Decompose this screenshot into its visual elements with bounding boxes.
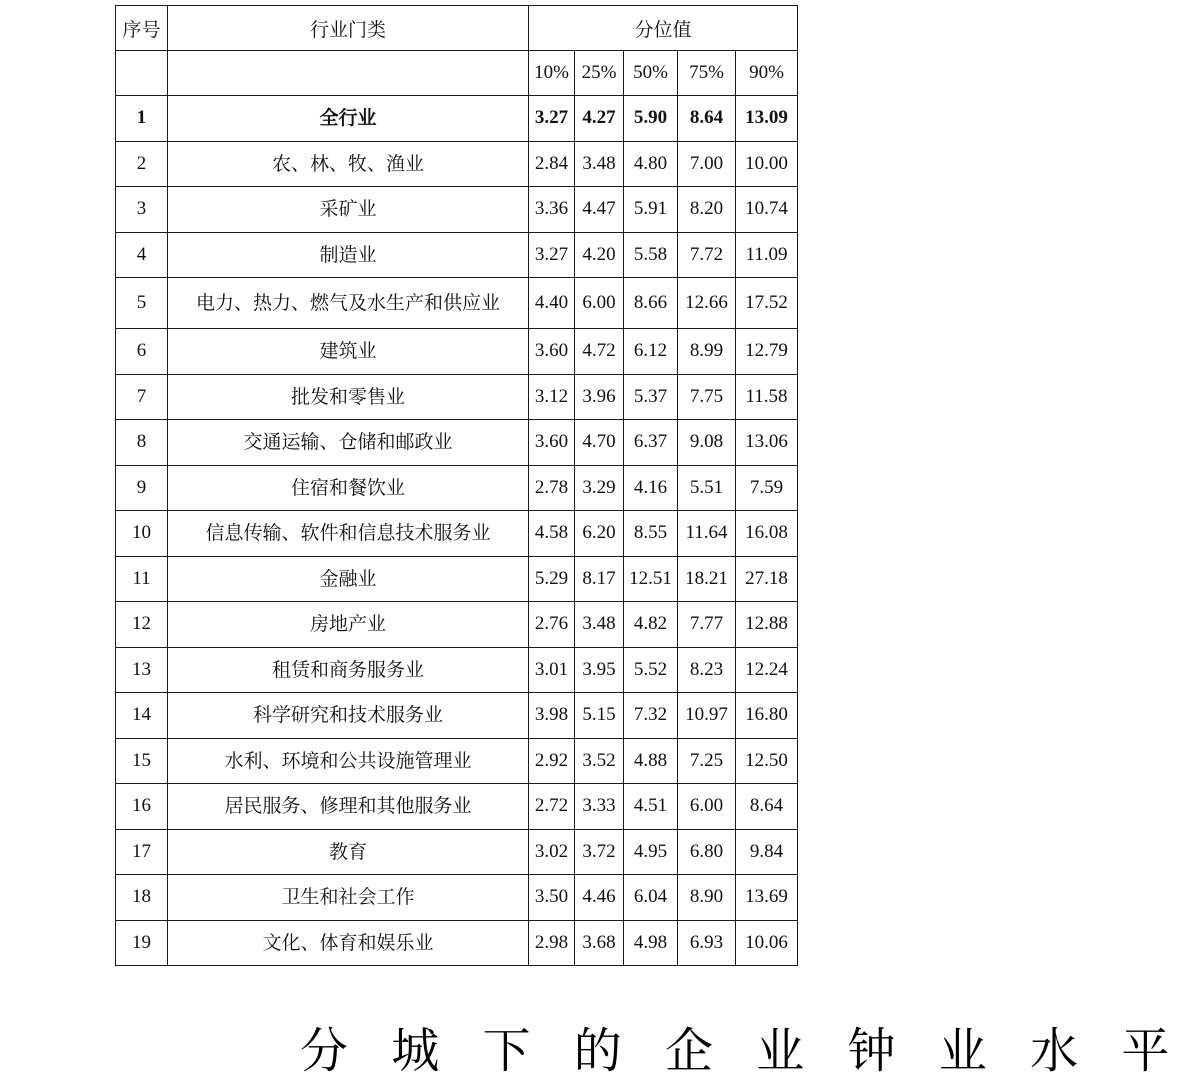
quantile-value: 9.08: [678, 420, 736, 466]
table-row: [116, 187, 798, 233]
row-number: 12: [116, 602, 168, 648]
quantile-value: 3.95: [575, 647, 624, 693]
quantile-value: 8.20: [678, 187, 736, 233]
quantile-value: 6.37: [624, 420, 678, 466]
quantile-value: 4.27: [575, 96, 624, 142]
quantile-value: 12.24: [736, 647, 798, 693]
quantile-value: 3.27: [529, 232, 575, 278]
quantile-value: 5.29: [529, 556, 575, 602]
row-number: 8: [116, 420, 168, 466]
row-number: 5: [116, 278, 168, 329]
quantile-value: 7.72: [678, 232, 736, 278]
quantile-value: 6.04: [624, 875, 678, 921]
industry-name: 住宿和餐饮业: [168, 465, 529, 511]
row-number: 17: [116, 829, 168, 875]
header-row: [116, 6, 798, 51]
quantile-value: 4.47: [575, 187, 624, 233]
quantile-value: 8.66: [624, 278, 678, 329]
quantile-value: 3.60: [529, 420, 575, 466]
quantile-value: 5.58: [624, 232, 678, 278]
row-number: 1: [116, 96, 168, 142]
quantile-value: 6.00: [678, 784, 736, 830]
row-number: 13: [116, 647, 168, 693]
quantile-value: 6.93: [678, 920, 736, 966]
quantile-value: 2.98: [529, 920, 575, 966]
quantile-value: 12.66: [678, 278, 736, 329]
table-row: [116, 465, 798, 511]
quantile-value: 3.29: [575, 465, 624, 511]
quantile-value: 4.88: [624, 738, 678, 784]
wage-quantile-table: [115, 5, 798, 966]
industry-name: 教育: [168, 829, 529, 875]
row-number: 10: [116, 511, 168, 557]
industry-name: 卫生和社会工作: [168, 875, 529, 921]
table-row: [116, 647, 798, 693]
row-number: 18: [116, 875, 168, 921]
quantile-value: 3.02: [529, 829, 575, 875]
percentile-25: 25%: [575, 51, 624, 96]
quantile-value: 11.09: [736, 232, 798, 278]
quantile-value: 5.51: [678, 465, 736, 511]
quantile-value: 8.23: [678, 647, 736, 693]
industry-name: 科学研究和技术服务业: [168, 693, 529, 739]
table-row: [116, 141, 798, 187]
quantile-value: 13.06: [736, 420, 798, 466]
row-number: 7: [116, 374, 168, 420]
quantile-value: 4.82: [624, 602, 678, 648]
percentile-10: 10%: [529, 51, 575, 96]
percentile-90: 90%: [736, 51, 798, 96]
industry-name: 水利、环境和公共设施管理业: [168, 738, 529, 784]
table-row: [116, 329, 798, 375]
quantile-value: 16.80: [736, 693, 798, 739]
table-row: [116, 602, 798, 648]
quantile-value: 5.91: [624, 187, 678, 233]
industry-name: 农、林、牧、渔业: [168, 141, 529, 187]
industry-name: 制造业: [168, 232, 529, 278]
industry-name: 采矿业: [168, 187, 529, 233]
table-row: [116, 829, 798, 875]
table-row: [116, 693, 798, 739]
quantile-value: 3.12: [529, 374, 575, 420]
industry-name: 批发和零售业: [168, 374, 529, 420]
quantile-value: 3.60: [529, 329, 575, 375]
quantile-value: 5.15: [575, 693, 624, 739]
cut-off-footer-text: 分 城 下 的 企 业 钟 业 水 平: [300, 1023, 1183, 1079]
quantile-value: 4.98: [624, 920, 678, 966]
quantile-value: 13.69: [736, 875, 798, 921]
quantile-value: 7.75: [678, 374, 736, 420]
quantile-value: 8.55: [624, 511, 678, 557]
quantile-value: 3.01: [529, 647, 575, 693]
quantile-value: 3.33: [575, 784, 624, 830]
industry-name: 居民服务、修理和其他服务业: [168, 784, 529, 830]
quantile-value: 8.90: [678, 875, 736, 921]
quantile-value: 4.58: [529, 511, 575, 557]
row-number: 2: [116, 141, 168, 187]
row-number: 14: [116, 693, 168, 739]
quantile-value: 5.52: [624, 647, 678, 693]
quantile-value: 3.98: [529, 693, 575, 739]
table-row: [116, 96, 798, 142]
industry-name: 房地产业: [168, 602, 529, 648]
quantile-value: 3.50: [529, 875, 575, 921]
percentile-row: [116, 51, 798, 96]
quantile-value: 18.21: [678, 556, 736, 602]
quantile-value: 4.70: [575, 420, 624, 466]
table-row: [116, 511, 798, 557]
row-number: 19: [116, 920, 168, 966]
quantile-value: 7.25: [678, 738, 736, 784]
table-row: [116, 556, 798, 602]
percentile-50: 50%: [624, 51, 678, 96]
quantile-value: 16.08: [736, 511, 798, 557]
quantile-value: 12.51: [624, 556, 678, 602]
table-row: [116, 232, 798, 278]
quantile-value: 3.72: [575, 829, 624, 875]
quantile-value: 7.77: [678, 602, 736, 648]
quantile-value: 10.74: [736, 187, 798, 233]
quantile-value: 4.51: [624, 784, 678, 830]
quantile-value: 13.09: [736, 96, 798, 142]
table-row: [116, 278, 798, 329]
quantile-value: 8.64: [736, 784, 798, 830]
table-row: [116, 920, 798, 966]
quantile-value: 2.76: [529, 602, 575, 648]
industry-name: 电力、热力、燃气及水生产和供应业: [168, 278, 529, 329]
quantile-value: 4.95: [624, 829, 678, 875]
quantile-value: 12.79: [736, 329, 798, 375]
table-row: [116, 738, 798, 784]
quantile-value: 27.18: [736, 556, 798, 602]
quantile-value: 17.52: [736, 278, 798, 329]
quantile-value: 2.72: [529, 784, 575, 830]
quantile-value: 4.72: [575, 329, 624, 375]
percentile-blank-no: [116, 51, 168, 96]
quantile-value: 12.88: [736, 602, 798, 648]
percentile-blank-industry: [168, 51, 529, 96]
quantile-value: 2.78: [529, 465, 575, 511]
quantile-value: 11.64: [678, 511, 736, 557]
quantile-value: 10.00: [736, 141, 798, 187]
quantile-value: 5.37: [624, 374, 678, 420]
industry-name: 文化、体育和娱乐业: [168, 920, 529, 966]
quantile-value: 7.32: [624, 693, 678, 739]
industry-name: 建筑业: [168, 329, 529, 375]
quantile-value: 8.17: [575, 556, 624, 602]
quantile-value: 3.52: [575, 738, 624, 784]
quantile-value: 6.20: [575, 511, 624, 557]
quantile-value: 8.99: [678, 329, 736, 375]
quantile-value: 3.48: [575, 141, 624, 187]
row-number: 11: [116, 556, 168, 602]
industry-name: 信息传输、软件和信息技术服务业: [168, 511, 529, 557]
quantile-value: 4.46: [575, 875, 624, 921]
row-number: 4: [116, 232, 168, 278]
quantile-value: 9.84: [736, 829, 798, 875]
quantile-value: 10.97: [678, 693, 736, 739]
quantile-value: 3.68: [575, 920, 624, 966]
quantile-value: 4.40: [529, 278, 575, 329]
quantile-value: 4.16: [624, 465, 678, 511]
quantile-value: 5.90: [624, 96, 678, 142]
quantile-value: 11.58: [736, 374, 798, 420]
quantile-value: 3.27: [529, 96, 575, 142]
table-row: [116, 374, 798, 420]
quantile-value: 8.64: [678, 96, 736, 142]
quantile-value: 6.80: [678, 829, 736, 875]
quantile-value: 4.20: [575, 232, 624, 278]
percentile-75: 75%: [678, 51, 736, 96]
quantile-value: 3.48: [575, 602, 624, 648]
quantile-value: 6.00: [575, 278, 624, 329]
quantile-value: 7.00: [678, 141, 736, 187]
header-quantile: 分位值: [529, 6, 798, 51]
industry-name: 全行业: [168, 96, 529, 142]
quantile-value: 7.59: [736, 465, 798, 511]
table-row: [116, 784, 798, 830]
quantile-value: 12.50: [736, 738, 798, 784]
quantile-value: 4.80: [624, 141, 678, 187]
header-no: 序号: [116, 6, 168, 51]
quantile-value: 6.12: [624, 329, 678, 375]
row-number: 16: [116, 784, 168, 830]
table-row: [116, 875, 798, 921]
row-number: 15: [116, 738, 168, 784]
industry-name: 交通运输、仓储和邮政业: [168, 420, 529, 466]
industry-name: 租赁和商务服务业: [168, 647, 529, 693]
row-number: 9: [116, 465, 168, 511]
quantile-value: 10.06: [736, 920, 798, 966]
industry-name: 金融业: [168, 556, 529, 602]
row-number: 3: [116, 187, 168, 233]
table-row: [116, 420, 798, 466]
wage-quantile-table-container: [115, 5, 798, 966]
quantile-value: 3.96: [575, 374, 624, 420]
row-number: 6: [116, 329, 168, 375]
quantile-value: 3.36: [529, 187, 575, 233]
header-industry: 行业门类: [168, 6, 529, 51]
quantile-value: 2.84: [529, 141, 575, 187]
quantile-value: 2.92: [529, 738, 575, 784]
